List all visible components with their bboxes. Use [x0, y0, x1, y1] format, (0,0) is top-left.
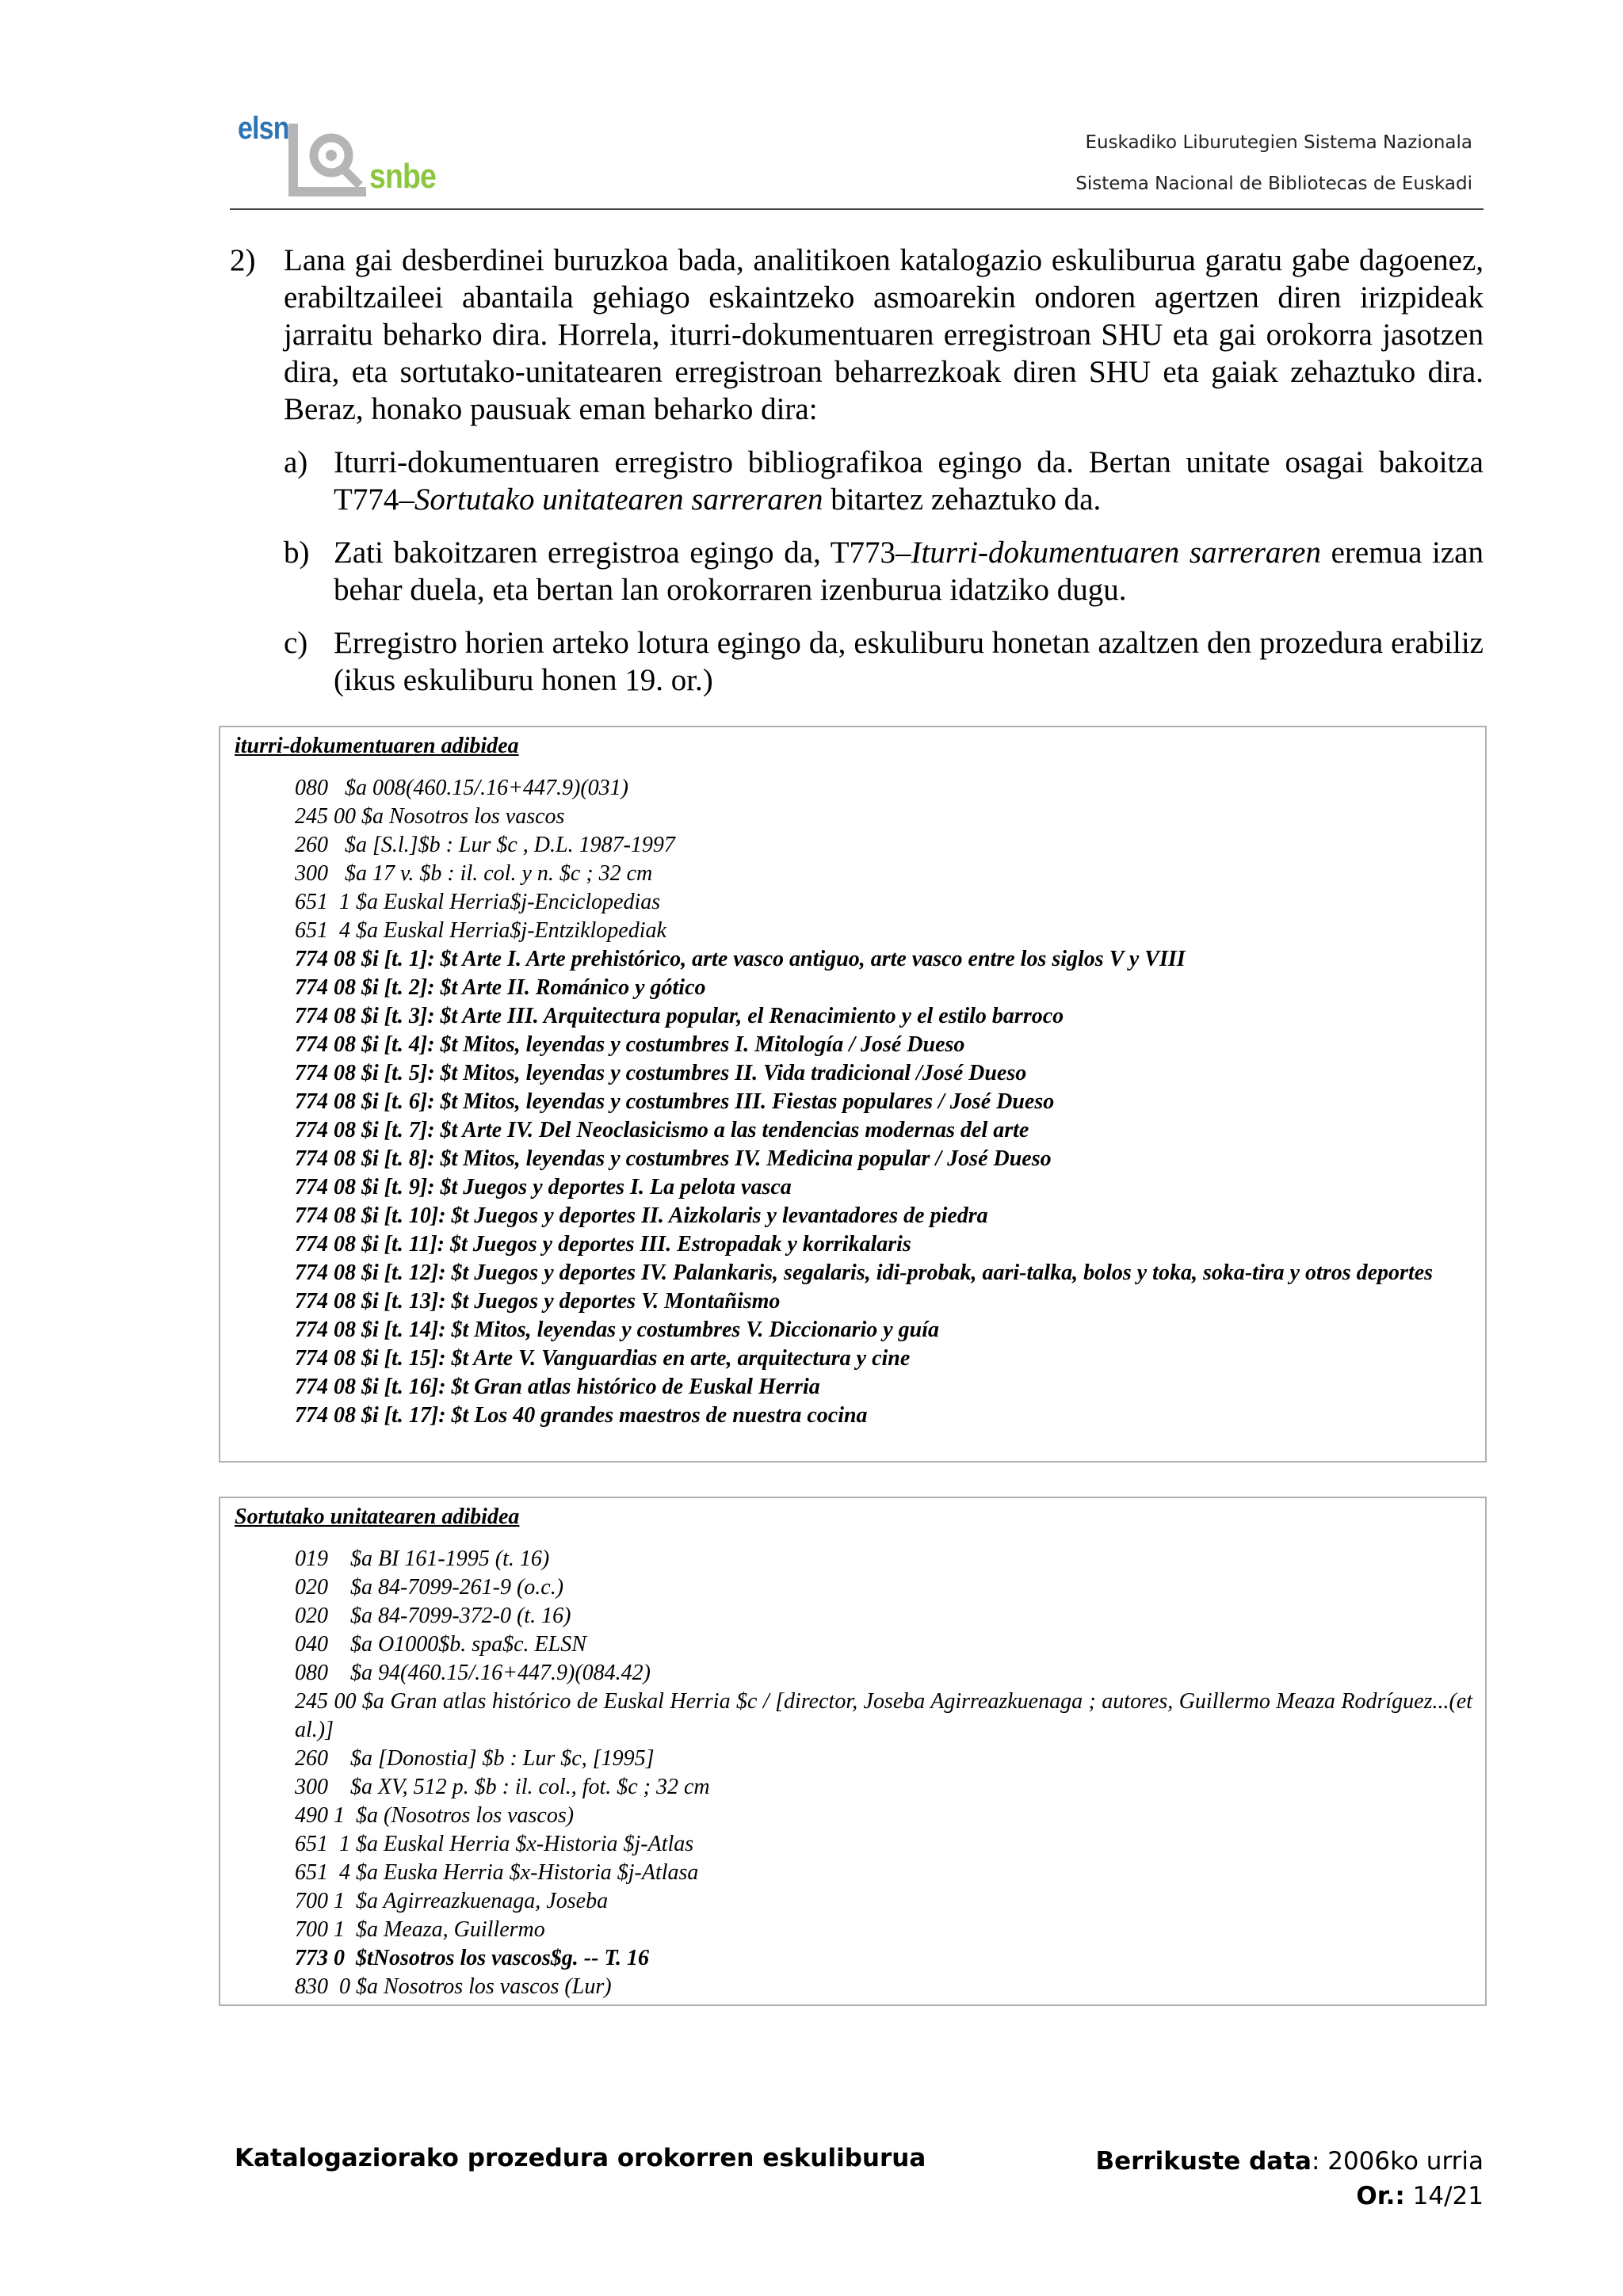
body-text [230, 242, 1484, 699]
marc-record-list [295, 1545, 1472, 2001]
page-label: Or.: [1356, 2182, 1405, 2210]
marc-field-line: 651 4 $a Euska Herria $x-Historia $j-Atlasa [295, 1860, 699, 1885]
sub-item-b [284, 534, 1484, 608]
marc-field-line: 245 00 $a Gran atlas histórico de Euskal Herria $c / [director, Joseba Agirreazkuenaga ; autores, Guillermo Meaza Rodríguez...(et al.)] [295, 1689, 1472, 1742]
marc-record-list [295, 774, 1472, 1430]
marc-field-line: 774 08 $i [t. 8]: $t Mitos, leyendas y costumbres IV. Medicina popular / José Dueso [295, 1146, 1052, 1171]
marc-field-line: 300 $a XV, 512 p. $b : il. col., fot. $c ; 32 cm [295, 1775, 710, 1799]
component-unit-example-box [219, 1497, 1487, 2006]
marc-field-line: 774 08 $i [t. 7]: $t Arte IV. Del Neoclasicismo a las tendencias modernas del arte [295, 1118, 1029, 1142]
marc-field-line: 700 1 $a Meaza, Guillermo [295, 1917, 545, 1942]
numbered-item [230, 242, 1484, 428]
marc-field-line: 651 4 $a Euskal Herria$j-Entziklopediak [295, 918, 666, 943]
revision-label: Berrikuste data [1095, 2147, 1312, 2176]
marc-field-line: 040 $a O1000$b. spa$c. ELSN [295, 1632, 586, 1657]
sub-item-a [284, 444, 1484, 518]
sub-item-text-part: Iturri-dokumentuaren erregistro bibliografikoa egingo da. Bertan unitate osagai bakoitza T774– [334, 445, 1484, 517]
marc-field-line: 020 $a 84-7099-372-0 (t. 16) [295, 1604, 571, 1628]
example-title: Sortutako unitatearen adibidea [235, 1505, 520, 1529]
marc-field-line: 774 08 $i [t. 9]: $t Juegos y deportes I. La pelota vasca [295, 1175, 792, 1199]
marc-field-line: 774 08 $i [t. 15]: $t Arte V. Vanguardias en arte, arquitectura y cine [295, 1346, 911, 1371]
marc-field-line: 774 08 $i [t. 17]: $t Los 40 grandes maestros de nuestra cocina [295, 1403, 868, 1428]
marc-field-line: 651 1 $a Euskal Herria$j-Enciclopedias [295, 890, 661, 914]
sub-item-text-part: eremua izan behar duela, eta bertan lan orokorraren izenburua idatziko dugu. [334, 536, 1484, 607]
marc-field-line: 019 $a BI 161-1995 (t. 16) [295, 1547, 550, 1571]
marc-field-line: 020 $a 84-7099-261-9 (o.c.) [295, 1575, 564, 1600]
marc-field-line: 774 08 $i [t. 1]: $t Arte I. Arte prehistórico, arte vasco antiguo, arte vasco entre los siglos V y VIII [295, 947, 1186, 971]
marc-field-line: 245 00 $a Nosotros los vascos [295, 804, 565, 829]
marc-field-line: 300 $a 17 v. $b : il. col. y n. $c ; 32 cm [295, 861, 653, 886]
revision-date [1095, 2144, 1484, 2179]
marc-field-line: 651 1 $a Euskal Herria $x-Historia $j-Atlas [295, 1832, 694, 1856]
marc-field-line: 260 $a [S.l.]$b : Lur $c , D.L. 1987-1997 [295, 833, 675, 857]
logo-emblem-icon [287, 119, 374, 198]
marc-field-line: 774 08 $i [t. 12]: $t Juegos y deportes IV. Palankaris, segalaris, idi-probak, aari-talka, bolos y toka, soka-tira y otros deportes [295, 1261, 1434, 1285]
page-value: 14/21 [1404, 2182, 1484, 2210]
sub-item-text [334, 444, 1484, 518]
header-line-2: Sistema Nacional de Bibliotecas de Euskadi [1075, 174, 1472, 194]
sub-item-text [334, 534, 1484, 608]
marc-field-line: 774 08 $i [t. 14]: $t Mitos, leyendas y costumbres V. Diccionario y guía [295, 1318, 940, 1342]
marc-field-line: 080 $a 008(460.15/.16+447.9)(031) [295, 776, 628, 800]
example-title: iturri-dokumentuaren adibidea [235, 734, 519, 758]
marc-field-line: 774 08 $i [t. 5]: $t Mitos, leyendas y costumbres II. Vida tradicional /José Dueso [295, 1061, 1027, 1085]
header-divider [230, 208, 1484, 210]
marc-field-line: 774 08 $i [t. 13]: $t Juegos y deportes V. Montañismo [295, 1289, 781, 1314]
sub-item-number: c) [284, 626, 308, 660]
marc-field-line: 774 08 $i [t. 3]: $t Arte III. Arquitectura popular, el Renacimiento y el estilo barroco [295, 1004, 1064, 1028]
item-number: 2) [230, 243, 256, 277]
marc-field-line: 700 1 $a Agirreazkuenaga, Joseba [295, 1889, 609, 1913]
sub-item-text: Erregistro horien arteko lotura egingo da, eskuliburu honetan azaltzen den prozedura erabiliz (ikus eskuliburu honen 19. or.) [334, 626, 1484, 697]
logo-elsn-text: elsn [238, 111, 289, 146]
header-line-1: Euskadiko Liburutegien Sistema Nazionala [1085, 132, 1472, 153]
sub-item-c [284, 624, 1484, 699]
marc-field-line: 080 $a 94(460.15/.16+447.9)(084.42) [295, 1661, 651, 1685]
footer-title: Katalogaziorako prozedura orokorren eskuliburua [235, 2144, 926, 2172]
marc-field-line: 774 08 $i [t. 2]: $t Arte II. Románico y gótico [295, 975, 706, 1000]
source-document-example-box [219, 726, 1487, 1463]
item-text: Lana gai desberdinei buruzkoa bada, analitikoen katalogazio eskuliburua garatu gabe dagoenez, erabiltzaileei abantaila gehiago eskaintzeko asmoarekin ondoren agertzen diren irizpideak jarraitu beharko dira. Horrela, iturri-dokumentuaren erregistroan SHU eta gai orokorra jasotzen dira, eta sortutako-unitatearen erregistroan beharrezkoak diren SHU eta gaiak zehaztuko dira. Beraz, honako pausuak eman beharko dira: [284, 243, 1484, 426]
footer-meta [1095, 2144, 1484, 2214]
marc-field-line: 774 08 $i [t. 4]: $t Mitos, leyendas y costumbres I. Mitología / José Dueso [295, 1032, 965, 1057]
logo-snbe-text: snbe [369, 157, 436, 196]
elsn-snbe-logo [235, 111, 449, 202]
sub-item-number: b) [284, 536, 310, 570]
header-institution [1075, 122, 1472, 204]
revision-value: : 2006ko urria [1311, 2147, 1484, 2176]
marc-field-line: 774 08 $i [t. 6]: $t Mitos, leyendas y costumbres III. Fiestas populares / José Dueso [295, 1089, 1055, 1114]
sub-item-italic: Sortutako unitatearen sarreraren [414, 482, 823, 517]
marc-field-line: 774 08 $i [t. 10]: $t Juegos y deportes II. Aizkolaris y levantadores de piedra [295, 1203, 988, 1228]
marc-field-line: 260 $a [Donostia] $b : Lur $c, [1995] [295, 1746, 655, 1771]
marc-field-line: 490 1 $a (Nosotros los vascos) [295, 1803, 575, 1828]
marc-field-line: 774 08 $i [t. 11]: $t Juegos y deportes III. Estropadak y korrikalaris [295, 1232, 911, 1257]
page-number [1095, 2179, 1484, 2214]
marc-field-line: 830 0 $a Nosotros los vascos (Lur) [295, 1974, 612, 1999]
sub-item-text-part: Zati bakoitzaren erregistroa egingo da, T773– [334, 536, 911, 570]
sub-item-italic: Iturri-dokumentuaren sarreraren [911, 536, 1321, 570]
marc-field-line: 773 0 $tNosotros los vascos$g. -- T. 16 [295, 1946, 649, 1970]
sub-item-number: a) [284, 445, 308, 479]
marc-field-line: 774 08 $i [t. 16]: $t Gran atlas histórico de Euskal Herria [295, 1375, 820, 1399]
sub-item-text-part: bitartez zehaztuko da. [823, 482, 1102, 517]
